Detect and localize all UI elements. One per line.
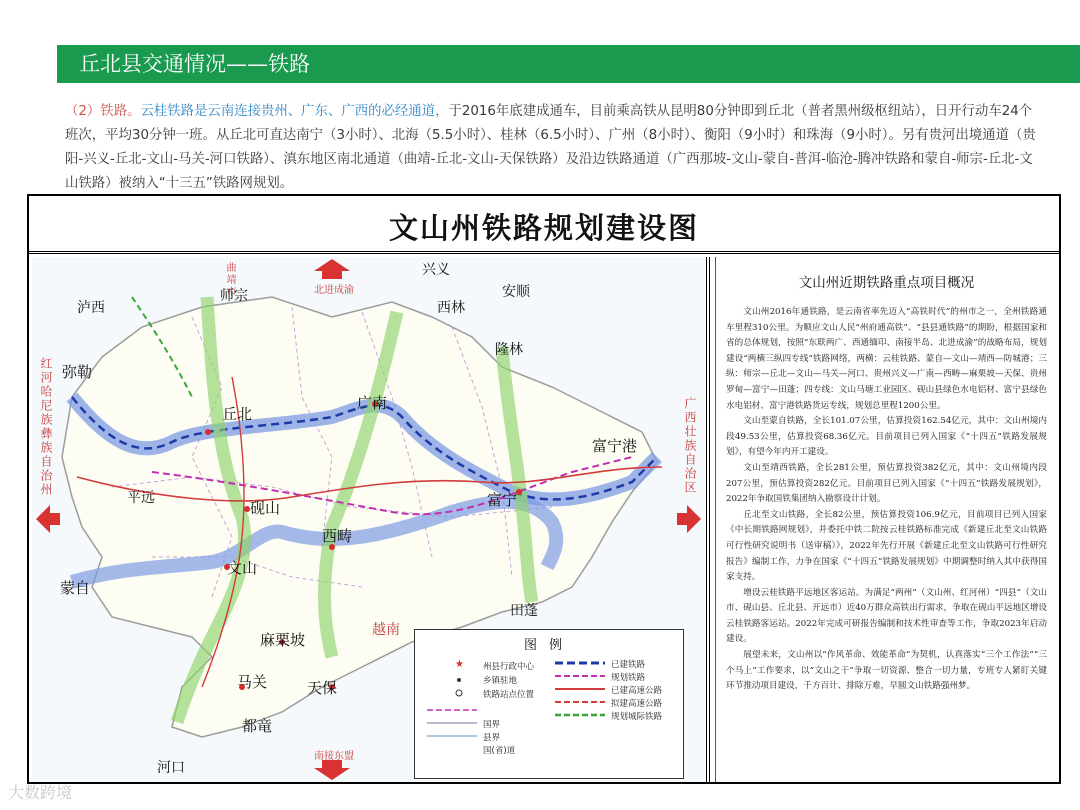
place-hekou: 河口 [157, 760, 185, 776]
north-arrow [314, 259, 350, 279]
map-title-bar [29, 196, 1059, 254]
legend-title: 图例 [523, 638, 574, 653]
watermark: 大数跨境 [8, 783, 73, 802]
place-luxi: 泸西 [77, 300, 105, 316]
panel-paragraph: 展望未来，文山州以“作风革命、效能革命”为契机，认真落实“三个工作法”“三个马上”工作要求，以“文山之干”争取一切资源、整合一切力量，专班专人紧盯关键环节推动项目建设，千方百计、排除万难，早圆文山铁路强州梦。 [726, 650, 1047, 692]
place-qiubei: 丘北 [222, 405, 253, 423]
place-longlin: 隆林 [495, 342, 523, 358]
place-maguan: 马关 [237, 673, 268, 691]
panel-paragraph: 文山州2016年通铁路，是云南省率先迈入“高铁时代”的州市之一，全州铁路通车里程310公里。为顺应文山人民“州府通高铁”、“县县通铁路”的期盼，根据国家和省的总体规划，按照“东联两广、西通缅印、南接半岛、北进成渝”的战略布局，规划建设“两横三纵四专线”铁路网络，两横：云桂铁路、蒙自—文山—靖西—防城港；三纵：师宗—丘北—文山—马关—河口、贵州兴义—广南—西畴—麻栗坡—天保、贵州罗甸—富宁—田蓬；四专线：文山马塘工业园区、砚山县绿色水电铝材、富宁县绿色水电铝材、富宁港铁路货运专线，规划总里程1200公里。 [726, 307, 1047, 411]
map-title: 文山州铁路规划建设图 [388, 211, 699, 245]
panel-paragraph: 文山至靖西铁路，全长281公里，预估算投资382亿元，其中：文山州境内段207公里，预估算投资282亿元。目前项目已列入国家《“十四五”铁路发展规划》，2022年争取国铁集团纳入勘察设计计划。 [726, 462, 1047, 505]
railway-plan-figure [27, 194, 1061, 784]
legend-national-border: 国界 [483, 720, 501, 730]
intro-highlight: 云桂铁路是云南连接贵州、广东、广西的必经通道， [140, 104, 449, 119]
page-title: 丘北县交通情况——铁路 [79, 52, 310, 76]
place-anshun: 安顺 [502, 284, 530, 300]
legend-admin-center: 州县行政中心 [483, 662, 535, 672]
map-area [32, 257, 705, 782]
place-funing: 富宁 [487, 491, 518, 509]
place-mile: 弥勒 [62, 363, 93, 381]
north-arrow-label: 北进成渝 [314, 285, 354, 296]
south-arrow [314, 760, 350, 780]
svg-text:★: ★ [455, 659, 464, 670]
place-funinggang: 富宁港 [592, 437, 638, 455]
place-vietnam: 越南 [372, 622, 400, 638]
legend-proposed-expressway: 拟建高速公路 [611, 699, 663, 709]
intro-prefix: （2）铁路。 [65, 104, 141, 119]
place-pingyuan: 平远 [127, 490, 155, 506]
place-xichou: 西畴 [322, 527, 353, 545]
east-arrow [677, 505, 701, 533]
legend-intercity-railway: 规划城际铁路 [611, 712, 663, 722]
header-bar [57, 45, 1080, 83]
place-malipo: 麻栗坡 [260, 631, 306, 649]
map-divider [706, 257, 710, 782]
place-dulong: 都竜 [242, 717, 273, 735]
left-border-label: 红河哈尼族彝族自治州 [39, 357, 53, 497]
intro-body: 于2016年底建成通车，目前乘高铁从昆明80分钟即到丘北（普者黑州级枢纽站），日开行动车24个班次，平均30分钟一班。从丘北可直达南宁（3小时）、北海（5.5小时）、桂林（6.5小时）、广州（8小时）、衡阳（9小时）和珠海（9小时）。另有贵河出境通道（贵阳-兴义-丘北-文山-马关-河口铁路）、滇东地区南北通道（曲靖-丘北-文山-天保铁路）及沿边铁路通道（广西那坡-文山-蒙自-普洱-临沧-腾冲铁路和蒙自-师宗-丘北-文山铁路）被纳入“十三五”铁路网规划。 [65, 104, 1036, 191]
legend-built-expressway: 已建高速公路 [611, 686, 663, 696]
legend-planned-railway: 规划铁路 [611, 673, 646, 683]
legend-county-border: 县界 [483, 733, 501, 743]
place-xilin: 西林 [437, 300, 465, 316]
west-arrow [36, 505, 60, 533]
place-tianpeng: 田蓬 [510, 603, 538, 619]
place-yanshan: 砚山 [250, 499, 281, 517]
legend-national-road: 国(省)道 [483, 746, 516, 756]
top-left-border-label: 曲靖市 [224, 262, 235, 298]
intro-paragraph [65, 100, 1040, 196]
legend-built-railway: 已建铁路 [611, 660, 646, 670]
legend-township: 乡镇驻地 [483, 676, 518, 686]
place-xingyi: 兴义 [422, 262, 450, 278]
panel-paragraph: 丘北至文山铁路，全长82公里，预估算投资106.9亿元，目前项目已列入国家《中长期铁路网规划》，并委托中铁二院按云桂铁路标准完成《新建丘北至文山铁路可行性研究说明书（送审稿）》，2022年先行开展《新建丘北至文山铁路可行性研究报告》编制工作，力争在国家《“十四五”铁路发展规划》中期调整时纳入其中获得国家支持。 [726, 509, 1047, 583]
project-overview-panel [715, 257, 1055, 782]
place-shizong: 师宗 [220, 288, 248, 304]
panel-paragraph: 文山至蒙自铁路，全长101.07公里，估算投资162.54亿元，其中：文山州境内段49.53公里，估算投资68.36亿元。目前项目已列入国家《“十四五”铁路发展规划》，有望今年内开工建设。 [726, 416, 1047, 458]
place-mengzi: 蒙自 [60, 579, 91, 597]
right-border-label: 广西壮族自治区 [683, 397, 697, 495]
place-guangnan: 广南 [357, 394, 388, 412]
panel-title: 文山州近期铁路重点项目概况 [798, 275, 975, 291]
place-tianbao: 天保 [307, 679, 338, 697]
panel-paragraph: 增设云桂铁路平远地区客运站。为满足“两州”（文山州、红河州）“四县”（文山市、砚山县、丘北县、开远市）近40万群众高铁出行需求，争取在砚山平远地区增设云桂铁路客运站。2022年完成可研报告编制和技术性审查等工作，争取2023年启动建设。 [726, 587, 1047, 645]
south-arrow-label: 南接东盟 [314, 751, 354, 762]
map-legend [414, 629, 684, 779]
legend-station: 铁路站点位置 [483, 690, 535, 700]
place-wenshan: 文山 [227, 559, 258, 577]
